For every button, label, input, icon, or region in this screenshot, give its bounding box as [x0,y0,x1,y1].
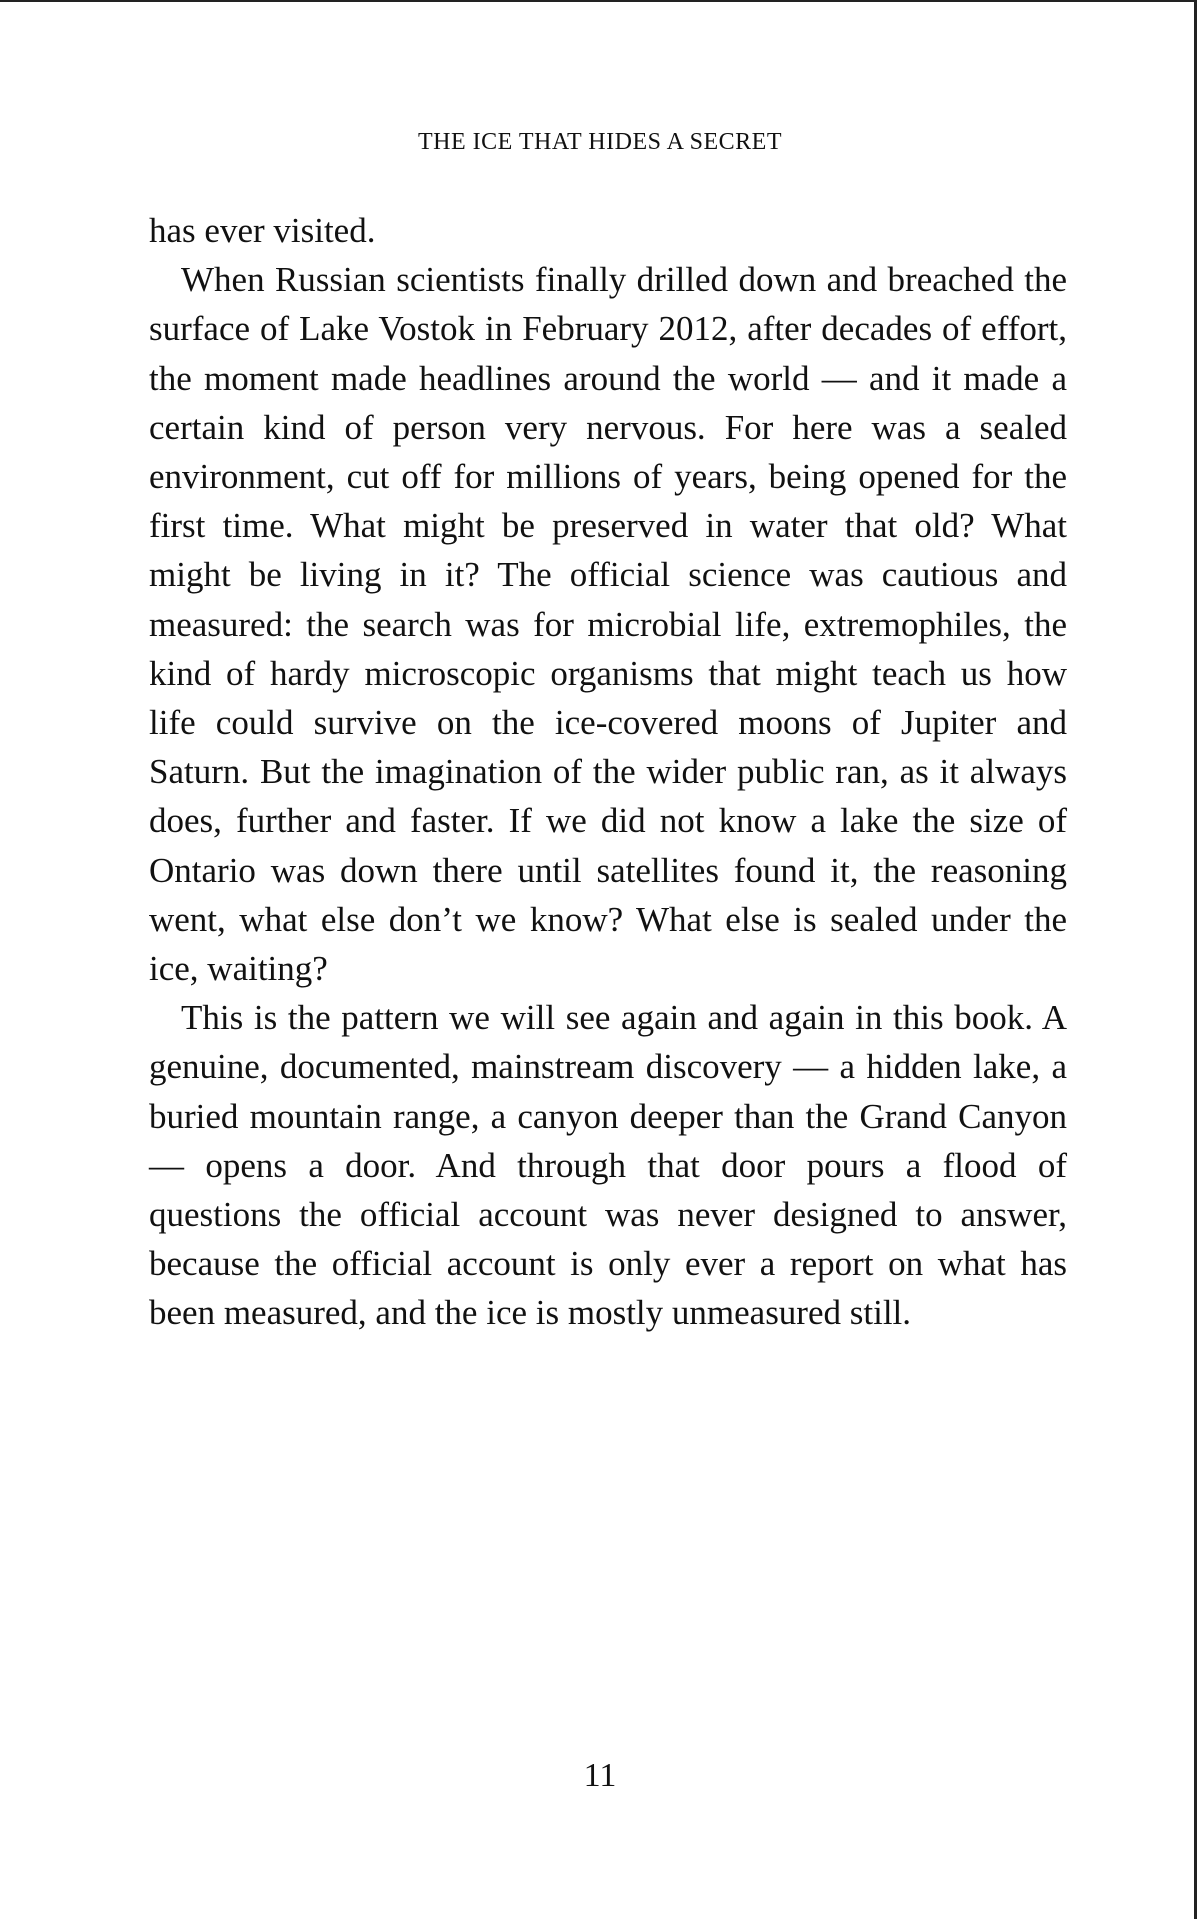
running-head: THE ICE THAT HIDES A SECRET [418,129,782,155]
paragraph-pattern: This is the pattern we will see again and again in this book. A genuine, documented, mainstream discovery — a hidden lake, a buried mountain range, a canyon deeper than the Grand Canyon — opens a door. And through that door pours a flood of questions the official account was never designed to answer, because the official account is only ever a report on what has been measured, and the ice is mostly unmeasured still. [149,998,1067,1333]
page-number: 11 [583,1757,617,1794]
body-text [149,206,1067,1338]
paragraph-lake-vostok: When Russian scientists finally drilled down and breached the surface of Lake Vostok in February 2012, after decades of effort, the moment made headlines around the world — and it made a certain kind of person very nervous. For here was a sealed environment, cut off for millions of years, being opened for the first time. What might be preserved in water that old? What might be living in it? The official science was cautious and measured: the search was for microbial life, extremophiles, the kind of hardy microscopic organisms that might teach us how life could survive on the ice-covered moons of Jupiter and Saturn. But the imagination of the wider public ran, as it always does, further and faster. If we did not know a lake the size of Ontario was down there until satellites found it, the reasoning went, what else don’t we know? What else is sealed under the ice, waiting? [149,260,1067,989]
paragraph-continuation: has ever visited. [149,211,376,250]
